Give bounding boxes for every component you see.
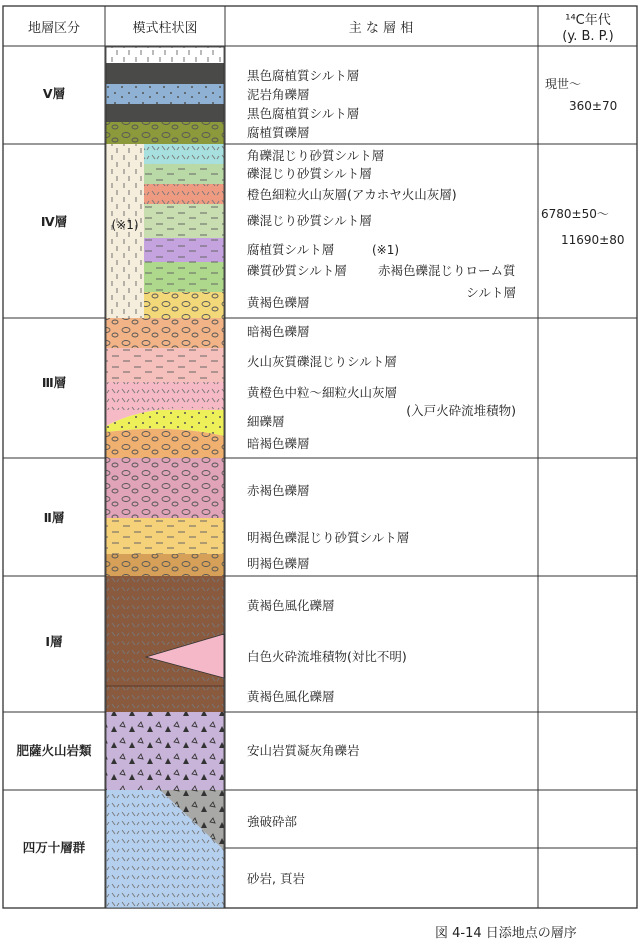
unit-name: 肥薩火山岩類 (16, 743, 92, 758)
column-note-mark: (※1) (111, 218, 139, 232)
facies-item: 明褐色礫混じり砂質シルト層 (247, 530, 410, 545)
layer-black-humic-silt (106, 63, 224, 84)
column-top-blank-pattern (106, 47, 224, 63)
facies-item: 礫質砂質シルト層 (247, 263, 347, 278)
facies-item: 礫混じり砂質シルト層 (247, 213, 372, 228)
facies-item: 暗褐色礫層 (247, 324, 310, 339)
layer-andesitic-tuff-breccia-pattern (106, 712, 224, 790)
facies-note-mark: (※1) (372, 243, 400, 257)
header-facies: 主 な 層 相 (348, 21, 414, 36)
facies-item: 礫混じり砂質シルト層 (247, 166, 372, 181)
header-age-line1: ¹⁴C年代 (565, 13, 611, 28)
layer-light-brown-sandy-silt-pattern (106, 518, 224, 554)
layer-akahoya-ash-pattern (144, 184, 224, 204)
layer-humic-gravel-pattern (106, 122, 224, 144)
facies-item: 角礫混じり砂質シルト層 (247, 148, 385, 163)
facies-item: 腐植質礫層 (247, 125, 310, 140)
header-division: 地層区分 (27, 21, 81, 36)
unit-name: Ⅱ層 (43, 510, 65, 525)
layer-tuffaceous-silt-pattern (106, 348, 224, 382)
facies-item: 腐植質シルト層 (247, 242, 335, 257)
schematic-column (106, 47, 224, 908)
facies-item: 橙色細粒火山灰層(アカホヤ火山灰層) (247, 187, 457, 202)
layer-light-brown-gravel-pattern (106, 554, 224, 576)
unit-name: Ⅲ層 (41, 375, 67, 390)
facies-item: 黄褐色風化礫層 (247, 689, 335, 704)
facies-item: 黄褐色風化礫層 (247, 598, 335, 613)
header-age-line2: (y. B. P.) (562, 29, 614, 44)
facies-item: 黒色腐植質シルト層 (247, 68, 360, 83)
age-value: 360±70 (569, 99, 618, 113)
table-border (3, 6, 637, 908)
layer-gravel-sandy-silt-pattern (144, 164, 224, 184)
age-value: 6780±50～ (541, 207, 609, 221)
layer-humic-silt-pattern (144, 238, 224, 262)
facies-item: 泥岩角礫層 (247, 87, 310, 102)
layer-dark-brown-gravel-2-pattern (106, 429, 224, 458)
layer-ito-pyroclastic-pattern (106, 382, 224, 410)
facies-item: 細礫層 (247, 414, 285, 429)
layer-gravel-sandy-silt-2-pattern (144, 204, 224, 238)
facies-item: 火山灰質礫混じりシルト層 (247, 354, 397, 369)
facies-item: 明褐色礫層 (247, 556, 310, 571)
facies-item: 砂岩, 頁岩 (247, 871, 305, 886)
facies-note-text: シルト層 (466, 285, 516, 300)
facies-item: 黒色腐植質シルト層 (247, 106, 360, 121)
facies-item: 黄褐色礫層 (247, 295, 310, 310)
layer-gravelly-sandy-silt-pattern (144, 262, 224, 292)
layer-mudstone-breccia-pattern (106, 84, 224, 104)
age-value: 11690±80 (561, 233, 625, 247)
facies-item: 白色火砕流堆積物(対比不明) (247, 649, 407, 664)
facies-item: 黄橙色中粒～細粒火山灰層 (247, 385, 398, 400)
figure-caption: 図 4-14 日添地点の層序 (435, 926, 577, 941)
layer-red-brown-gravel-pattern (106, 458, 224, 518)
header-column: 模式柱状図 (132, 21, 198, 36)
unit-name: 四万十層群 (22, 840, 86, 855)
unit-name: Ⅰ層 (45, 634, 63, 649)
facies-item: 暗褐色礫層 (247, 436, 310, 451)
layer-breccia-sandy-silt-pattern (144, 144, 224, 164)
facies-item: (入戸火砕流堆積物) (406, 403, 516, 418)
facies-item: 安山岩質凝灰角礫岩 (247, 743, 360, 758)
layer-dark-brown-gravel-pattern (106, 318, 224, 348)
layer-black-humic-silt-2 (106, 104, 224, 122)
facies-item: 赤褐色礫層 (247, 483, 310, 498)
unit-name: Ⅳ層 (40, 214, 68, 229)
age-value: 現世～ (545, 77, 582, 91)
layer-yellow-brown-gravel-pattern (144, 292, 224, 318)
unit-name: Ⅴ層 (42, 86, 66, 101)
facies-item: 強破砕部 (247, 814, 298, 829)
facies-note-text: 赤褐色礫混じりローム質 (378, 263, 516, 278)
